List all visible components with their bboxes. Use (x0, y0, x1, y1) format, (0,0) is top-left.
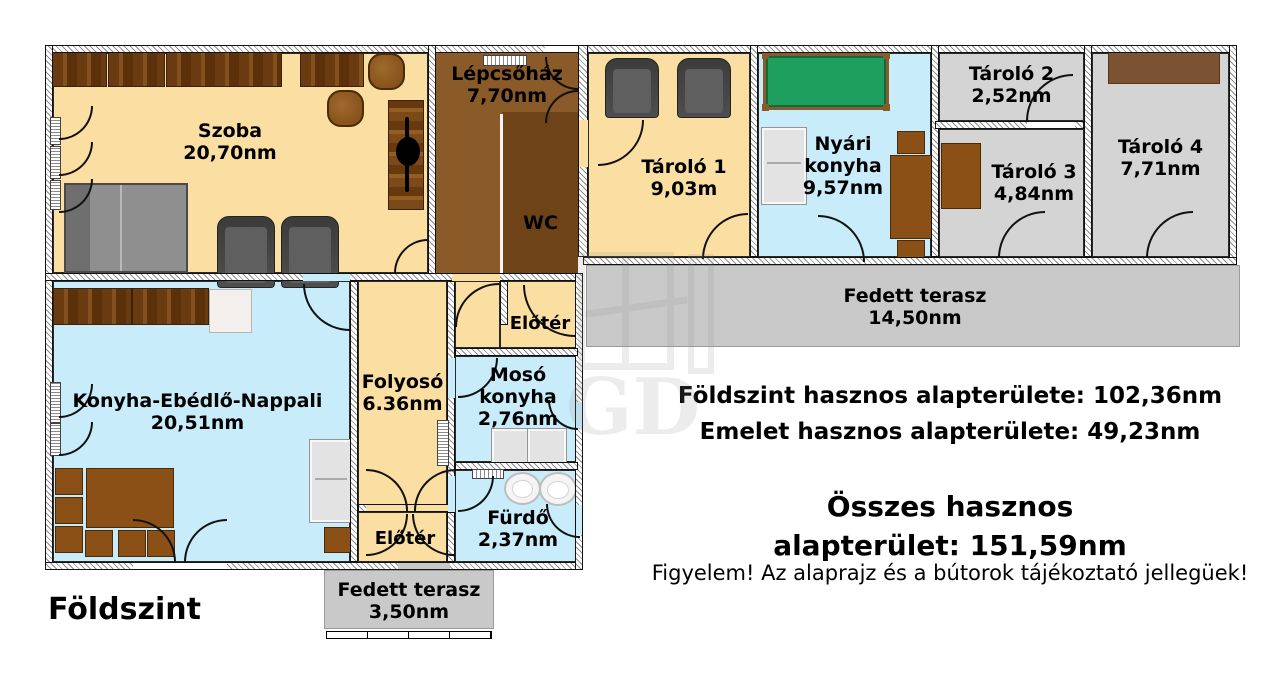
room-name: Nyári (814, 133, 872, 155)
summary-upper-floor: Emelet hasznos alapterülete: 49,23nm (699, 419, 1201, 445)
room-name: Folyosó (361, 371, 444, 393)
terrace-large-label (785, 285, 1045, 329)
sideboard (300, 53, 364, 87)
room-label-tarolo2 (939, 63, 1084, 107)
room-label-tarolo4 (1092, 136, 1229, 180)
wardrobe (166, 52, 282, 87)
wall (1084, 45, 1092, 257)
wall (583, 257, 1237, 265)
stair-divider (500, 114, 503, 273)
room-label-konyha (55, 390, 340, 434)
door-opening (398, 563, 450, 569)
room-name: Lépcsőház (451, 63, 563, 85)
wardrobe (52, 52, 107, 87)
summary-ground-floor: Földszint hasznos alapterülete: 102,36nm (677, 383, 1223, 409)
room-name: Konyha-Ebédlő-Nappali (72, 390, 323, 412)
door-opening (133, 563, 227, 569)
room-area: 2,52nm (971, 85, 1052, 107)
washing-machine (528, 429, 566, 465)
room-area: 4,84nm (993, 183, 1075, 205)
room-name: Előtér (509, 313, 571, 334)
chair-small (85, 530, 113, 557)
summary-total-line1: Összes hasznos (826, 490, 1074, 523)
room-area: 9,57nm (802, 177, 884, 199)
room-name: WC (523, 212, 558, 234)
radiator (437, 420, 449, 466)
room-area: 7,71nm (1120, 158, 1201, 180)
room-lepcsohaz-left (436, 112, 502, 273)
wall (750, 45, 758, 257)
room-label-nyari-konyha (770, 133, 916, 199)
round-table (368, 53, 405, 90)
floor-title: Földszint (48, 592, 201, 627)
room-name: Fedett terasz (843, 285, 987, 307)
room-name: Fedett terasz (337, 579, 481, 601)
wall (931, 45, 939, 257)
wall (45, 562, 583, 570)
room-label-moso-konyha (462, 364, 574, 430)
room-area: 6.36nm (362, 393, 443, 415)
sink (504, 472, 541, 505)
room-name: Tároló 3 (991, 161, 1077, 183)
room-area: 7,70nm (466, 85, 548, 107)
room-label-szoba (130, 120, 330, 164)
wall (428, 45, 436, 281)
room-area: 14,50nm (868, 307, 962, 329)
room-label-wc (503, 212, 578, 234)
watermark-logo: GD (560, 244, 780, 444)
terrace-small-label (324, 579, 494, 623)
room-area: 3,50nm (368, 601, 450, 623)
summary-total-line2: alapterület: 151,59nm (773, 529, 1127, 562)
room-area: 9,03m (650, 178, 718, 200)
room-label-eloter-felso (500, 313, 580, 334)
room-label-furdo (462, 507, 574, 551)
room-area: 20,70nm (183, 142, 277, 164)
room-label-tarolo1 (600, 156, 768, 200)
scale-bar (326, 631, 492, 639)
chair-small (55, 497, 83, 524)
room-name: Tároló 1 (641, 156, 727, 178)
billiard-table (763, 53, 889, 110)
chair-small (55, 526, 83, 553)
room-name: Fürdő (487, 507, 549, 529)
bed-divider (120, 185, 122, 271)
room-name: Előtér (374, 528, 436, 549)
door-opening (448, 358, 455, 398)
stove (209, 289, 252, 333)
room-label-folyoso (358, 371, 447, 415)
room-name: Szoba (197, 120, 263, 142)
wall (45, 45, 1237, 53)
disclaimer-note: Figyelem! Az alaprajz és a bútorok tájékoztató jellegüek! (651, 561, 1249, 585)
door-opening (579, 120, 588, 167)
dining-table (86, 468, 174, 528)
kitchen-cabinet (132, 288, 209, 325)
desk-chair (396, 137, 420, 166)
door-opening (545, 46, 578, 52)
armchair (605, 58, 659, 118)
room-label-lepcsohaz (436, 63, 578, 107)
sink (539, 472, 577, 506)
wall (350, 281, 358, 562)
washing-machine (492, 429, 530, 465)
chair-small (55, 468, 83, 495)
room-name: Tároló 4 (1117, 136, 1204, 158)
kitchen-cabinet (53, 288, 132, 325)
door-opening (452, 274, 500, 281)
door-opening (1027, 122, 1075, 128)
round-table (327, 90, 364, 127)
cabinet-small (324, 527, 352, 553)
room-wc (502, 112, 578, 273)
room-name: Mosó (489, 364, 547, 386)
cabinet (1108, 52, 1220, 84)
room-name: Tároló 2 (968, 63, 1055, 85)
room-area: 20,51nm (150, 412, 245, 434)
door-opening (303, 274, 350, 281)
wall (455, 348, 578, 356)
room-area: 2,76nm (477, 408, 559, 430)
room-label-tarolo3 (975, 161, 1093, 205)
wall (1229, 45, 1237, 265)
room-name: konyha (804, 155, 882, 177)
room-label-eloter-also (362, 528, 448, 549)
room-name: konyha (479, 386, 557, 408)
room-area: 2,37nm (477, 529, 559, 551)
fridge (310, 440, 352, 522)
armchair (677, 58, 731, 118)
wardrobe (108, 52, 165, 87)
